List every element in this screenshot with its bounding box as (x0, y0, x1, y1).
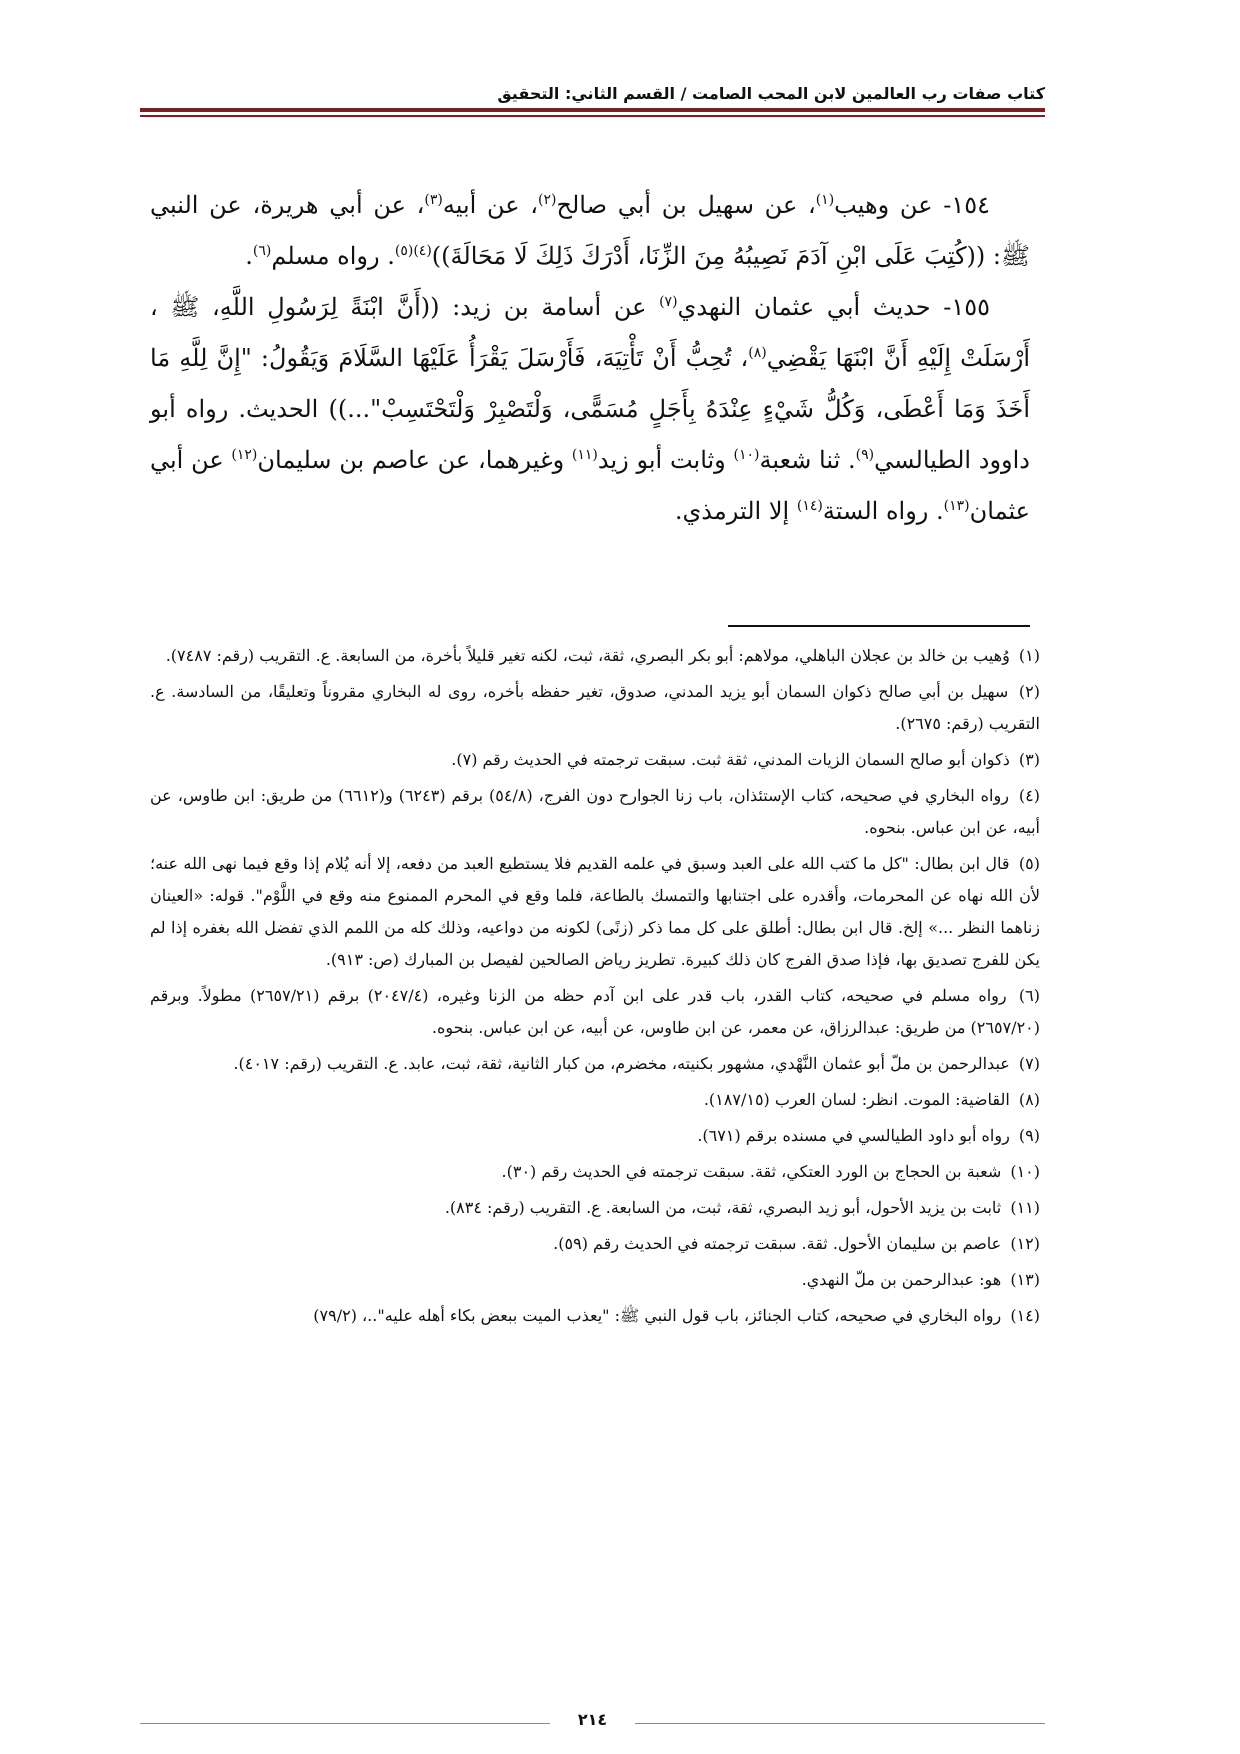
footnote-number: (٦) (1018, 986, 1040, 1005)
footnote-text: شعبة بن الحجاج بن الورد العتكي، ثقة. سبقت ترجمته في الحديث رقم (٣٠). (501, 1162, 1002, 1181)
footer-rule-right (635, 1723, 1045, 1724)
footnote-text: هو: عبدالرحمن بن ملّ النهدي. (801, 1270, 1002, 1289)
footnote (150, 1264, 1040, 1296)
footnote-ref: (١١) (571, 447, 598, 463)
footnote (150, 1120, 1040, 1152)
footnote-number: (١٣) (1010, 1270, 1040, 1289)
text-run: عن أسامة بن زيد: ((أَنَّ ابْنَةً لِرَسُولِ اللَّهِ، ﷺ ، أَرْسَلَتْ إِلَيْهِ أَنَّ ابْنَهَا يَقْضِي (150, 293, 1030, 372)
header-rule-thin (140, 115, 1045, 117)
footnote (150, 1048, 1040, 1080)
text-run: . ثنا شعبة (759, 446, 856, 474)
footnote-text: القاضية: الموت. انظر: لسان العرب (١٨٧/١٥). (703, 1090, 1010, 1109)
footnote-ref: (٩) (855, 447, 875, 463)
footnote-ref: (٢) (538, 192, 557, 208)
footnote (150, 1300, 1040, 1332)
page-number: ٢١٤ (577, 1710, 608, 1729)
footnote (150, 1084, 1040, 1116)
text-run: ، تُحِبُّ أَنْ تَأْتِيَهَ، فَأَرْسَلَ يَقْرَأُ عَلَيْهَا السَّلَامَ وَيَقُولُ: "إِنَّ لِلَّهِ مَا أَخَذَ وَمَا أَعْطَى، وَكُلُّ شَيْءٍ عِنْدَهُ بِأَجَلٍ مُسَمًّى، وَلْتَصْبِرْ وَلْتَحْتَسِبْ"...)) الحديث. رواه أبو داوود الطيالسي (150, 344, 1030, 474)
footnote-ref: (١٣) (943, 498, 970, 514)
footnote-number: (٣) (1018, 750, 1040, 769)
text-run: ، عن أبي هريرة، عن النبي ﷺ: ((كُتِبَ عَلَى ابْنِ آدَمَ نَصِيبُهُ مِنَ الزِّنَا، أَدْرَكَ ذَلِكَ لَا مَحَالَةَ)) (150, 191, 1030, 270)
footnote-number: (١٠) (1010, 1162, 1040, 1181)
footnote-text: رواه البخاري في صحيحه، كتاب الجنائز، باب قول النبي ﷺ: "يعذب الميت ببعض بكاء أهله عليه"..، (٧٩/٢) (313, 1306, 1002, 1325)
footnote-text: ثابت بن يزيد الأحول، أبو زيد البصري، ثقة، ثبت، من السابعة. ع. التقريب (رقم: ٨٣٤). (444, 1198, 1002, 1217)
footnote (150, 1156, 1040, 1188)
text-run: ، عن سهيل بن أبي صالح (556, 191, 816, 219)
footnote (150, 980, 1040, 1044)
text-run: ١٥٤- عن وهيب (834, 191, 990, 219)
hadith-paragraph (150, 180, 1030, 282)
footnote-ref: (٦) (252, 243, 272, 259)
footnote-number: (٨) (1018, 1090, 1040, 1109)
footnote (150, 744, 1040, 776)
footnote-text: وُهيب بن خالد بن عجلان الباهلي، مولاهم: أبو بكر البصري، ثقة، ثبت، لكنه تغير قليلاً بأخرة، من السابعة. ع. التقريب (رقم: ٧٤٨٧). (165, 646, 1010, 665)
footnote-ref: (٣) (424, 192, 443, 208)
footnote-ref: (٨) (748, 345, 767, 361)
text-run: . (245, 242, 253, 270)
text-run: عن أبي عثمان (150, 446, 1030, 525)
footnote-text: سهيل بن أبي صالح ذكوان السمان أبو يزيد المدني، صدوق، تغير حفظه بأخره، روى له البخاري مقروناً وتعليقًا، من السادسة. ع. التقريب (رقم: ٢٦٧٥). (150, 682, 1040, 733)
footnote-number: (١) (1018, 646, 1040, 665)
footnote-ref: (١) (815, 192, 835, 208)
footnote-number: (٥) (1018, 854, 1040, 873)
footnote-text: ذكوان أبو صالح السمان الزيات المدني، ثقة ثبت. سبقت ترجمته في الحديث رقم (٧). (451, 750, 1010, 769)
text-run: وثابت أبو زيد (597, 446, 734, 474)
footnote (150, 640, 1040, 672)
footnote-number: (١٢) (1010, 1234, 1040, 1253)
text-run: إلا الترمذي. (674, 497, 797, 525)
text-run: . رواه مسلم (271, 242, 395, 270)
footnote-number: (١١) (1010, 1198, 1040, 1217)
footnote-ref: (٧) (659, 294, 678, 310)
footnote-text: رواه مسلم في صحيحه، كتاب القدر، باب قدر على ابن آدم حظه من الزنا وغيره، (٢٠٤٧/٤) برقم (٢٦٥٧/٢١) مطولاً. وبرقم (٢٦٥٧/٢٠) من طريق: عبدالرزاق، عن معمر، عن ابن طاوس، عن أبيه، عن ابن عباس. بنحوه. (150, 986, 1040, 1037)
footnote-ref: (٤)(٥) (394, 243, 432, 259)
text-run: . رواه الستة (822, 497, 944, 525)
text-run: وغيرهما، عن عاصم بن سليمان (257, 446, 572, 474)
footnote (150, 1192, 1040, 1224)
footnote-text: رواه أبو داود الطيالسي في مسنده برقم (٦٧١). (697, 1126, 1010, 1145)
footnote (150, 1228, 1040, 1260)
footnote (150, 780, 1040, 844)
footnote-number: (٧) (1018, 1054, 1040, 1073)
footnote (150, 676, 1040, 740)
footnote-text: عاصم بن سليمان الأحول. ثقة. سبقت ترجمته في الحديث رقم (٥٩). (553, 1234, 1002, 1253)
footnote (150, 848, 1040, 976)
footnote-ref: (١٤) (796, 498, 823, 514)
footnote-ref: (١٢) (231, 447, 258, 463)
footnotes-list (150, 640, 1040, 1336)
footnote-text: عبدالرحمن بن ملّ أبو عثمان النَّهْدي، مشهور بكنيته، مخضرم، من كبار الثانية، ثقة، ثبت، عابد. ع. التقريب (رقم: ٤٠١٧). (233, 1054, 1010, 1073)
text-run: ١٥٥- حديث أبي عثمان النهدي (677, 293, 990, 321)
footnote-ref: (١٠) (733, 447, 760, 463)
footnote-number: (٢) (1018, 682, 1041, 701)
main-text (150, 180, 1030, 537)
footnote-text: رواه البخاري في صحيحه، كتاب الإستئذان، باب زنا الجوارح دون الفرج، (٥٤/٨) برقم (٦٢٤٣) و(٦٦١٢) من طريق: ابن طاوس، عن أبيه، عن ابن عباس. بنحوه. (150, 786, 1040, 837)
running-header: كتاب صفات رب العالمين لابن المحب الصامت / القسم الثاني: التحقيق (497, 84, 1045, 103)
footnote-number: (٤) (1018, 786, 1040, 805)
footer-rule-left (140, 1723, 550, 1724)
text-run: ، عن أبيه (442, 191, 539, 219)
footnote-text: قال ابن بطال: "كل ما كتب الله على العبد وسبق في علمه القديم فلا يستطيع العبد من دفعه، إلا أنه يُلام إذا وقع فيما نهى الله عنه؛ لأن الله نهاه عن المحرمات، وأقدره على اجتنابها والتمسك بالطاعة، فلما وقع في المحرم الممنوع منه وقع في اللَّوْم". قوله: «العينان زناهما النظر ...» إلخ. قال ابن بطال: أطلق على كل مما ذكر (زنًى) لكونه من دواعيه، وذلك كله من اللمم الذي تفضل الله بغفره إذا لم يكن للفرج تصديق بها، فإذا صدق الفرج كان ذلك كبيرة. تطريز رياض الصالحين لفيصل بن المبارك (ص: ٩١٣). (150, 854, 1040, 969)
footnote-number: (١٤) (1010, 1306, 1040, 1325)
hadith-paragraph (150, 282, 1030, 537)
header-rule-thick (140, 108, 1045, 112)
footnote-separator (728, 625, 1030, 627)
footnote-number: (٩) (1018, 1126, 1040, 1145)
